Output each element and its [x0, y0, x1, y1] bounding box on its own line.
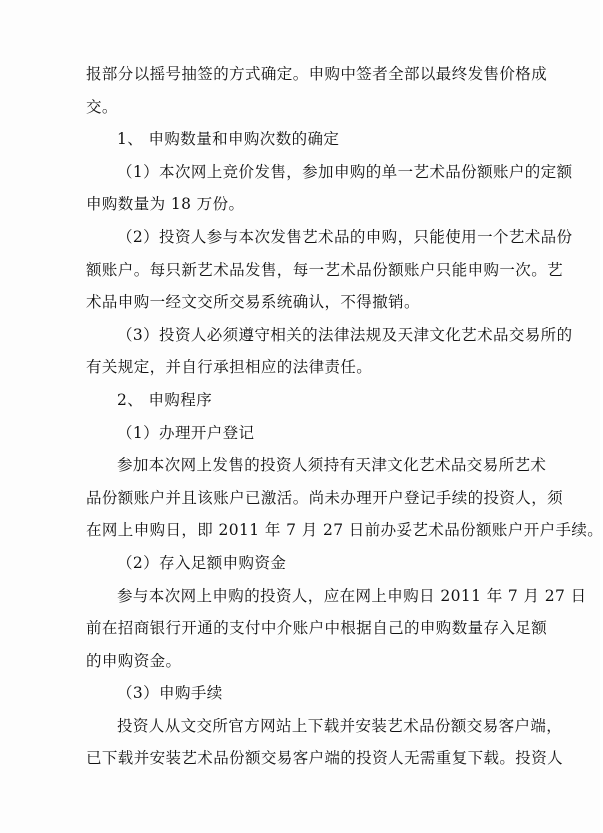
- subheading-subscription-steps: （3）申购手续: [117, 684, 223, 703]
- text-line-5: 申购数量为 18 万份。: [86, 195, 245, 214]
- text-line-22: 已下载并安装艺术品份额交易客户端的投资人无需重复下载。投资人: [86, 749, 564, 768]
- subheading-deposit-funds: （2）存入足额申购资金: [117, 553, 287, 572]
- text-line-1: 报部分以摇号抽签的方式确定。申购中签者全部以最终发售价格成: [86, 65, 548, 83]
- subheading-account-registration: （1）办理开户登记: [117, 423, 255, 442]
- text-line-17: 参与本次网上申购的投资人，应在网上申购日 2011 年 7 月 27 日: [117, 586, 587, 605]
- text-line-15: 在网上申购日，即 2011 年 7 月 27 日前办妥艺术品份额账户开户手续。: [86, 521, 603, 540]
- section-heading-quantity: 1、 申购数量和申购次数的确定: [117, 130, 340, 149]
- text-line-4: （1）本次网上竞价发售，参加申购的单一艺术品份额账户的定额: [117, 162, 573, 181]
- document-body: [86, 58, 603, 775]
- text-line-18: 前在招商银行开通的支付中介账户中根据自己的申购数量存入足额: [86, 619, 548, 638]
- text-line-6: （2）投资人参与本次发售艺术品的申购，只能使用一个艺术品份: [117, 227, 573, 246]
- text-line-21: 投资人从文交所官方网站上下载并安装艺术品份额交易客户端，: [117, 716, 563, 735]
- text-line-13: 参加本次网上发售的投资人须持有天津文化艺术品交易所艺术: [117, 456, 547, 475]
- text-line-7: 额账户。每只新艺术品发售，每一艺术品份额账户只能申购一次。艺: [86, 260, 564, 279]
- section-heading-procedure: 2、 申购程序: [117, 390, 213, 409]
- text-line-8: 术品申购一经文交所交易系统确认，不得撤销。: [86, 293, 420, 312]
- text-line-9: （3）投资人必须遵守相关的法律法规及天津文化艺术品交易所的: [117, 325, 573, 344]
- text-line-2: 交。: [86, 97, 118, 116]
- text-line-14: 品份额账户并且该账户已激活。尚未办理开户登记手续的投资人，须: [86, 488, 564, 507]
- text-line-19: 的申购资金。: [86, 651, 182, 670]
- text-line-10: 有关规定，并自行承担相应的法律责任。: [86, 358, 373, 377]
